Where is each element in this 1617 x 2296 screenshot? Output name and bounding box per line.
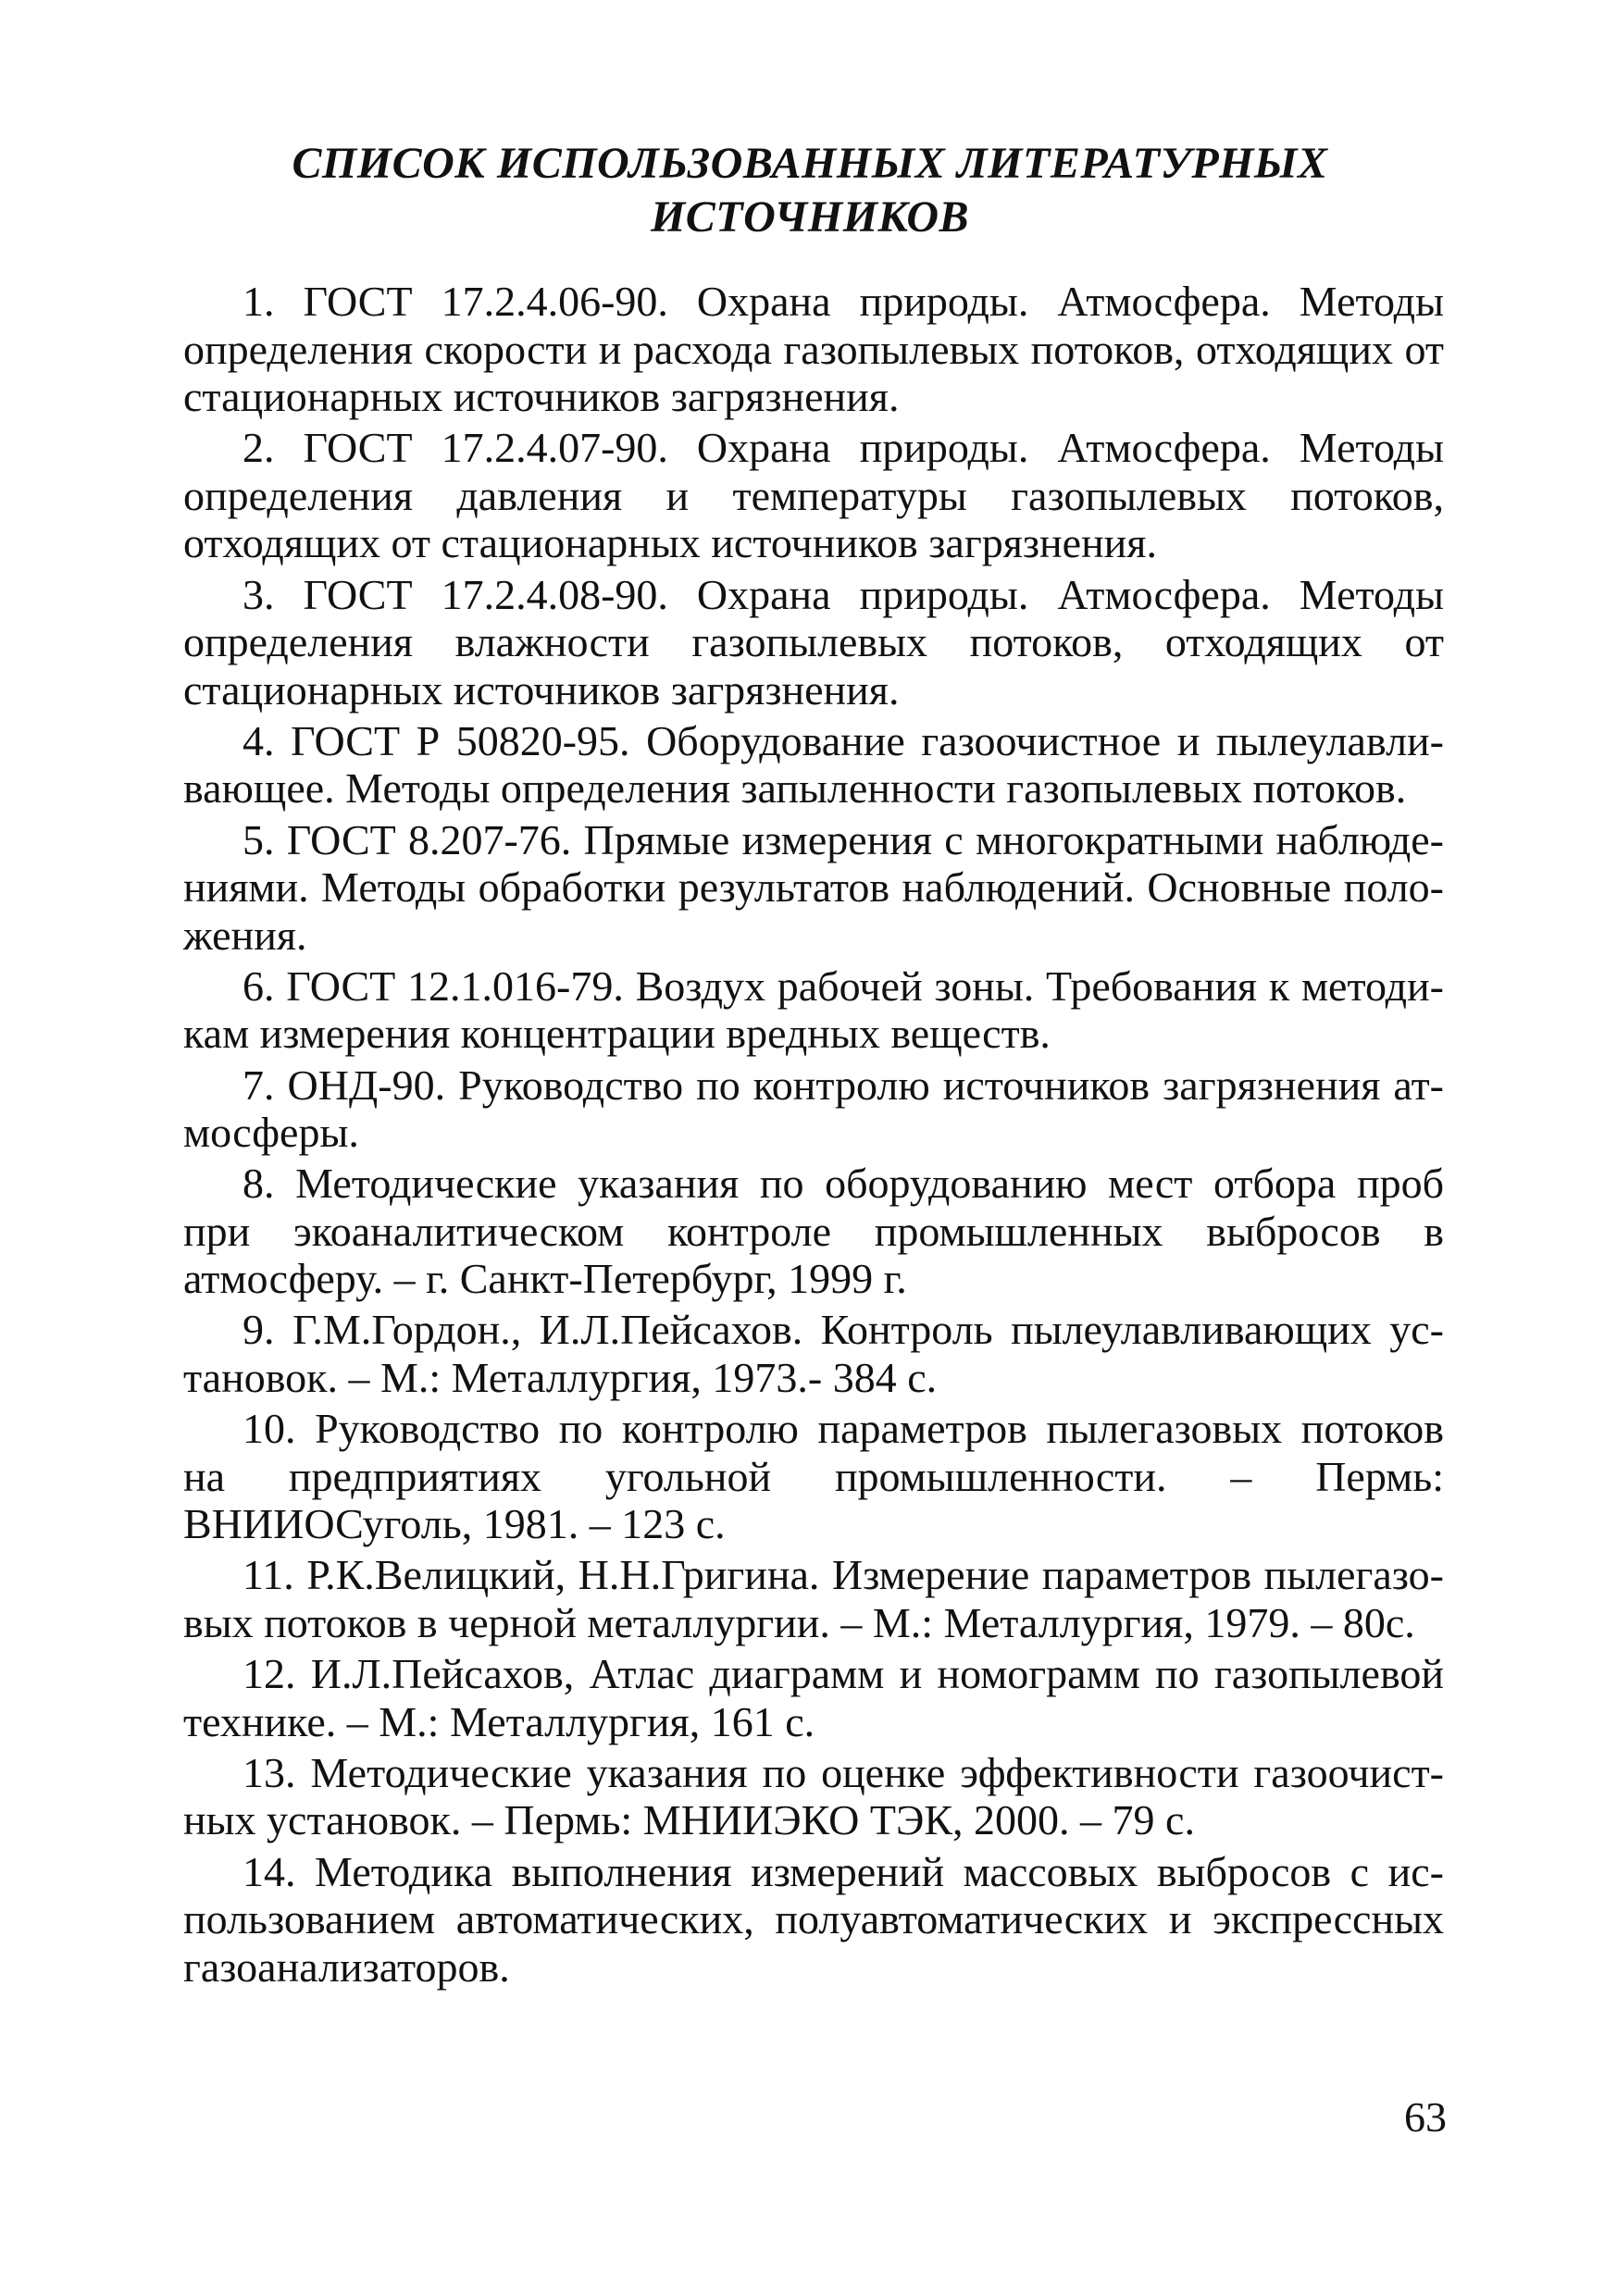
reference-item-12: 12. И.Л.Пейсахов, Атлас диаграмм и номограмм по газопылевой технике. – М.: Металлургия, 161 с. [183, 1650, 1444, 1745]
reference-item-13: 13. Методические указания по оценке эффективности газоочистных установок. – Пермь: МНИИЭКО ТЭК, 2000. – 79 с. [183, 1748, 1444, 1844]
reference-item-14: 14. Методика выполнения измерений массовых выбросов с использованием автоматических, полуавтоматических и экспрессных газоанализаторов. [183, 1847, 1444, 1991]
reference-item-2: 2. ГОСТ 17.2.4.07-90. Охрана природы. Атмосфера. Методы определения давления и температуры газопылевых потоков, отходящих от стационарных источников загрязнения. [183, 424, 1444, 567]
reference-item-8: 8. Методические указания по оборудованию мест отбора проб при экоаналитическом контроле промышленных выбросов в атмосферу. – г. Санкт-Петербург, 1999 г. [183, 1160, 1444, 1303]
reference-item-1: 1. ГОСТ 17.2.4.06-90. Охрана природы. Атмосфера. Методы определения скорости и расхода газопылевых потоков, отходящих от стационарных источников загрязнения. [183, 278, 1444, 421]
page-title [185, 137, 1435, 244]
reference-item-4: 4. ГОСТ Р 50820-95. Оборудование газоочистное и пылеулавливающее. Методы определения запыленности газопылевых потоков. [183, 716, 1444, 813]
reference-item-11: 11. Р.К.Велицкий, Н.Н.Григина. Измерение параметров пылегазовых потоков в черной металлургии. – М.: Металлургия, 1979. – 80с. [183, 1551, 1444, 1647]
reference-item-7: 7. ОНД-90. Руководство по контролю источников загрязнения атмосферы. [183, 1061, 1444, 1157]
page-number: 63 [1404, 2093, 1447, 2141]
title-line-2: ИСТОЧНИКОВ [650, 192, 970, 242]
reference-list [183, 278, 1444, 1994]
reference-item-3: 3. ГОСТ 17.2.4.08-90. Охрана природы. Атмосфера. Методы определения влажности газопылевых потоков, отходящих от стационарных источников загрязнения. [183, 570, 1444, 714]
reference-item-10: 10. Руководство по контролю параметров пылегазовых потоков на предприятиях угольной промышленности. – Пермь: ВНИИОСуголь, 1981. – 123 с. [183, 1405, 1444, 1548]
reference-item-5: 5. ГОСТ 8.207-76. Прямые измерения с многократными наблюдениями. Методы обработки результатов наблюдений. Основные положения. [183, 815, 1444, 959]
title-line-1: СПИСОК ИСПОЛЬЗОВАННЫХ ЛИТЕРАТУРНЫХ [292, 139, 1328, 188]
reference-item-9: 9. Г.М.Гордон., И.Л.Пейсахов. Контроль пылеулавливающих установок. – М.: Металлургия, 1973.- 384 с. [183, 1306, 1444, 1402]
reference-item-6: 6. ГОСТ 12.1.016-79. Воздух рабочей зоны. Требования к методикам измерения концентрации вредных веществ. [183, 962, 1444, 1058]
